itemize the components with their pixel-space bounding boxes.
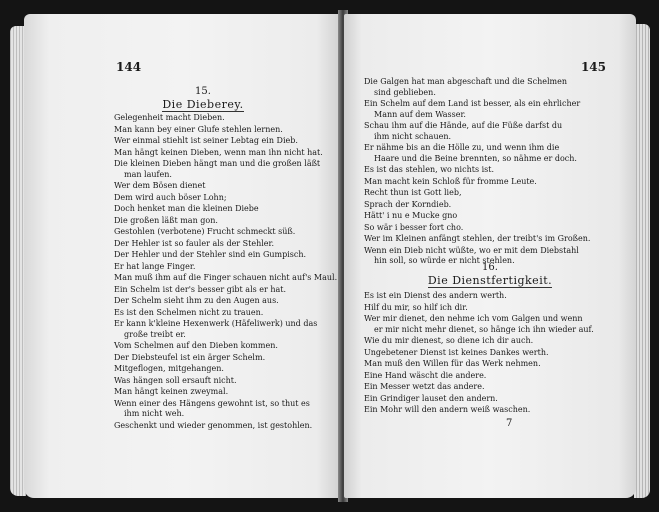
proverb-line: Der Schelm sieht ihm zu den Augen aus. — [114, 296, 279, 305]
proverb-line: man laufen. — [124, 169, 172, 179]
proverb-line: Eine Hand wäscht die andere. — [364, 370, 487, 380]
proverb-line: Ein Grindiger lauset den andern. — [364, 393, 498, 403]
proverb-line: Ungebetener Dienst ist keines Dankes werth. — [364, 347, 549, 357]
proverb-line: ihm nicht schauen. — [374, 131, 452, 141]
proverb-line: Recht thun ist Gott lieb, — [364, 188, 462, 197]
section-title — [344, 274, 636, 287]
proverb-list — [364, 290, 598, 416]
proverb-line: Man muß den Willen für das Werk nehmen. — [364, 359, 541, 368]
proverb-line: Gestohlen (verbotene) Frucht schmeckt süß. — [114, 227, 296, 236]
proverb-line: Wer mir dienet, den nehme ich vom Galgen und wenn — [364, 314, 583, 323]
section-number: 15. — [195, 86, 211, 97]
proverb-line: Dem wird auch böser Lohn; — [114, 192, 227, 202]
proverb-line: Er kann k'kleine Hexenwerk (Häfeliwerk) und das — [114, 319, 318, 328]
proverb-line: Er nähme bis an die Hölle zu, und wenn ihm die — [364, 143, 560, 152]
proverb-list — [364, 76, 598, 267]
section-number: 16. — [482, 262, 498, 273]
proverb-line: Ein Messer wetzt das andere. — [364, 382, 485, 391]
proverb-line: Was hängen soll ersauft nicht. — [114, 375, 237, 385]
proverb-line: Man muß ihm auf die Finger schauen nicht auf's Maul. — [114, 273, 338, 282]
proverb-line: Wer im Kleinen anfängt stehlen, der treibt's im Großen. — [364, 234, 591, 243]
proverb-line: Man hängt keinen zweymal. — [114, 387, 229, 396]
proverb-line: Mann auf dem Wasser. — [374, 109, 466, 119]
proverb-line: Schau ihm auf die Hände, auf die Füße darfst du — [364, 121, 563, 130]
proverb-line: Mitgeflogen, mitgehangen. — [114, 364, 224, 373]
proverb-line: ihm nicht weh. — [124, 409, 185, 418]
proverb-line: sind geblieben. — [374, 87, 436, 97]
proverb-line: Haare und die Beine brennten, so nähme er doch. — [374, 153, 577, 163]
proverb-line: er mir nicht mehr dienet, so hänge ich ihn wieder auf. — [374, 324, 594, 334]
page-number: 144 — [116, 60, 142, 74]
proverb-line: Doch henket man die kleinen Diebe — [114, 204, 259, 213]
proverb-line: Wer einmal stiehlt ist seiner Lebtag ein Dieb. — [114, 136, 298, 145]
page-number: 145 — [580, 60, 606, 74]
proverb-line: hin soll, so würde er nicht stehlen. — [374, 256, 515, 265]
proverb-line: Die Galgen hat man abgeschaft und die Schelmen — [364, 77, 568, 86]
proverb-list — [114, 112, 338, 431]
proverb-line: Wer dem Bösen dienet — [114, 181, 206, 190]
section-title-text: Die Dieberey. — [162, 98, 244, 111]
proverb-line: Wenn einer des Hängens gewohnt ist, so thut es — [114, 398, 310, 408]
proverb-line: Wenn ein Dieb nicht wüßte, wo er mit dem Diebstahl — [364, 245, 579, 255]
proverb-line: Man macht kein Schloß für fromme Leute. — [364, 176, 537, 186]
section-title — [44, 98, 342, 111]
proverb-line: große treibt er. — [124, 329, 186, 339]
right-page — [344, 14, 636, 498]
proverb-line: Hilf du mir, so hilf ich dir. — [364, 302, 468, 312]
proverb-line: Vom Schelmen auf den Dieben kommen. — [114, 341, 278, 350]
proverb-line: Der Hehler und der Stehler sind ein Gumpisch. — [114, 250, 307, 259]
proverb-line: Es ist ein Dienst des andern werth. — [364, 291, 507, 300]
proverb-line: Ein Mohr will den andern weiß waschen. — [364, 405, 531, 414]
proverb-line: Der Diebsteufel ist ein ärger Schelm. — [114, 352, 266, 362]
left-page — [24, 14, 342, 498]
proverb-line: Man kann bey einer Glufe stehlen lernen. — [114, 124, 283, 134]
proverb-line: Ein Schelm ist der's besser gibt als er hat. — [114, 284, 287, 294]
proverb-line: Sprach der Korndieb. — [364, 199, 452, 209]
proverb-line: Der Hehler ist so fauler als der Stehler. — [114, 238, 275, 248]
proverb-line: Es ist das stehlen, wo nichts ist. — [364, 165, 495, 174]
proverb-line: Die kleinen Dieben hängt man und die großen läßt — [114, 159, 321, 168]
proverb-line: So wär i besser fort cho. — [364, 222, 464, 232]
right-page-edges — [634, 24, 650, 498]
proverb-line: Ein Schelm auf dem Land ist besser, als ein ehrlicher — [364, 99, 581, 108]
proverb-line: Wie du mir dienest, so diene ich dir auch. — [364, 336, 534, 345]
signature-mark: 7 — [506, 418, 513, 429]
proverb-line: Man hängt keinen Dieben, wenn man ihn nicht hat. — [114, 147, 323, 157]
section-title-text: Die Dienstfertigkeit. — [427, 274, 553, 287]
proverb-line: Die großen läßt man gon. — [114, 215, 218, 225]
proverb-line: Geschenkt und wieder genommen, ist gestohlen. — [114, 420, 313, 430]
proverb-line: Gelegenheit macht Dieben. — [114, 113, 225, 122]
proverb-line: Hätt' i nu e Mucke gno — [364, 211, 458, 220]
proverb-line: Er hat lange Finger. — [114, 261, 196, 271]
proverb-line: Es ist den Schelmen nicht zu trauen. — [114, 307, 264, 317]
